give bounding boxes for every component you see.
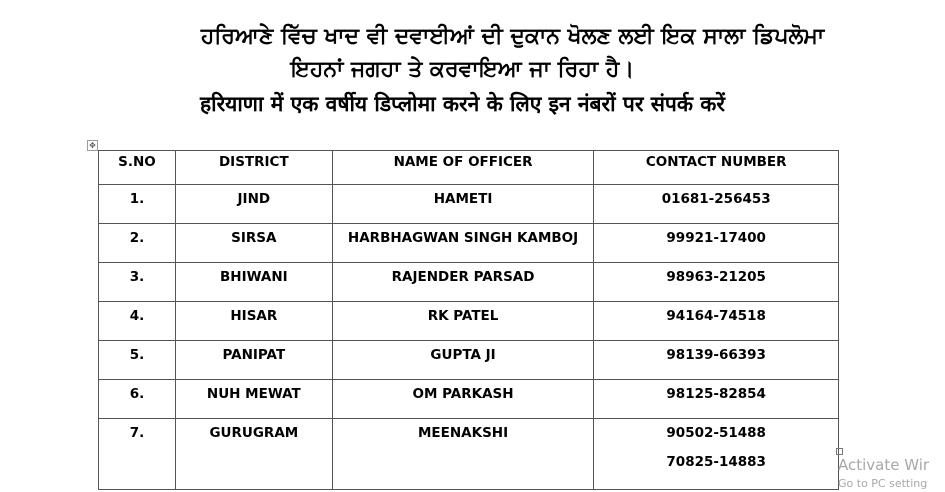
cell-officer: HARBHAGWAN SINGH KAMBOJ [332, 224, 594, 263]
header-district: DISTRICT [175, 151, 332, 185]
table-move-handle-icon[interactable]: ✥ [87, 140, 98, 151]
table-resize-handle[interactable] [836, 448, 843, 455]
cell-district: BHIWANI [175, 263, 332, 302]
cell-sno: 1. [99, 185, 176, 224]
table-row [99, 419, 839, 490]
table-row [99, 224, 839, 263]
table-row [99, 341, 839, 380]
cell-district: HISAR [175, 302, 332, 341]
cell-sno: 5. [99, 341, 176, 380]
cell-contact [594, 419, 839, 490]
activate-windows-watermark [838, 456, 929, 490]
cell-officer: HAMETI [332, 185, 594, 224]
contact-table [98, 150, 839, 490]
cell-officer: MEENAKSHI [332, 419, 594, 490]
cell-district: SIRSA [175, 224, 332, 263]
header-officer: NAME OF OFFICER [332, 151, 594, 185]
cell-contact: 94164-74518 [594, 302, 839, 341]
cell-sno: 4. [99, 302, 176, 341]
heading-punjabi-line-2: ਇਹਨਾਂ ਜਗਹਾ ਤੇ ਕਰਵਾਇਆ ਜਾ ਰਿਹਾ ਹੈ। [290, 57, 635, 82]
heading-punjabi-line-1: ਹਰਿਆਣੇ ਵਿੱਚ ਖਾਦ ਵੀ ਦਵਾਈਆਂ ਦੀ ਦੁਕਾਨ ਖੋਲਣ ਲਈ ਇਕ ਸਾਲਾ ਡਿਪਲੋਮਾ [200, 24, 825, 49]
cell-sno: 6. [99, 380, 176, 419]
cell-contact: 98139-66393 [594, 341, 839, 380]
table-row [99, 185, 839, 224]
cell-district: JIND [175, 185, 332, 224]
cell-officer: GUPTA JI [332, 341, 594, 380]
header-sno: S.NO [99, 151, 176, 185]
cell-sno: 3. [99, 263, 176, 302]
table-row [99, 302, 839, 341]
table-row [99, 380, 839, 419]
cell-contact: 98963-21205 [594, 263, 839, 302]
heading-hindi-line: हरियाणा में एक वर्षीय डिप्लोमा करने के लिए इन नंबरों पर संपर्क करें [200, 92, 725, 116]
cell-officer: OM PARKASH [332, 380, 594, 419]
cell-contact: 01681-256453 [594, 185, 839, 224]
cell-district: PANIPAT [175, 341, 332, 380]
cell-contact: 99921-17400 [594, 224, 839, 263]
cell-contact: 98125-82854 [594, 380, 839, 419]
table-header-row [99, 151, 839, 185]
header-contact: CONTACT NUMBER [594, 151, 839, 185]
contact-number: 90502-51488 [666, 425, 766, 441]
cell-district: GURUGRAM [175, 419, 332, 490]
table-row [99, 263, 839, 302]
cell-district: NUH MEWAT [175, 380, 332, 419]
cell-sno: 2. [99, 224, 176, 263]
watermark-line-2: Go to PC setting [838, 477, 928, 490]
cell-officer: RAJENDER PARSAD [332, 263, 594, 302]
cell-sno: 7. [99, 419, 176, 490]
contact-number: 70825-14883 [666, 454, 766, 470]
cell-officer: RK PATEL [332, 302, 594, 341]
watermark-line-1: Activate Wir [838, 456, 930, 474]
